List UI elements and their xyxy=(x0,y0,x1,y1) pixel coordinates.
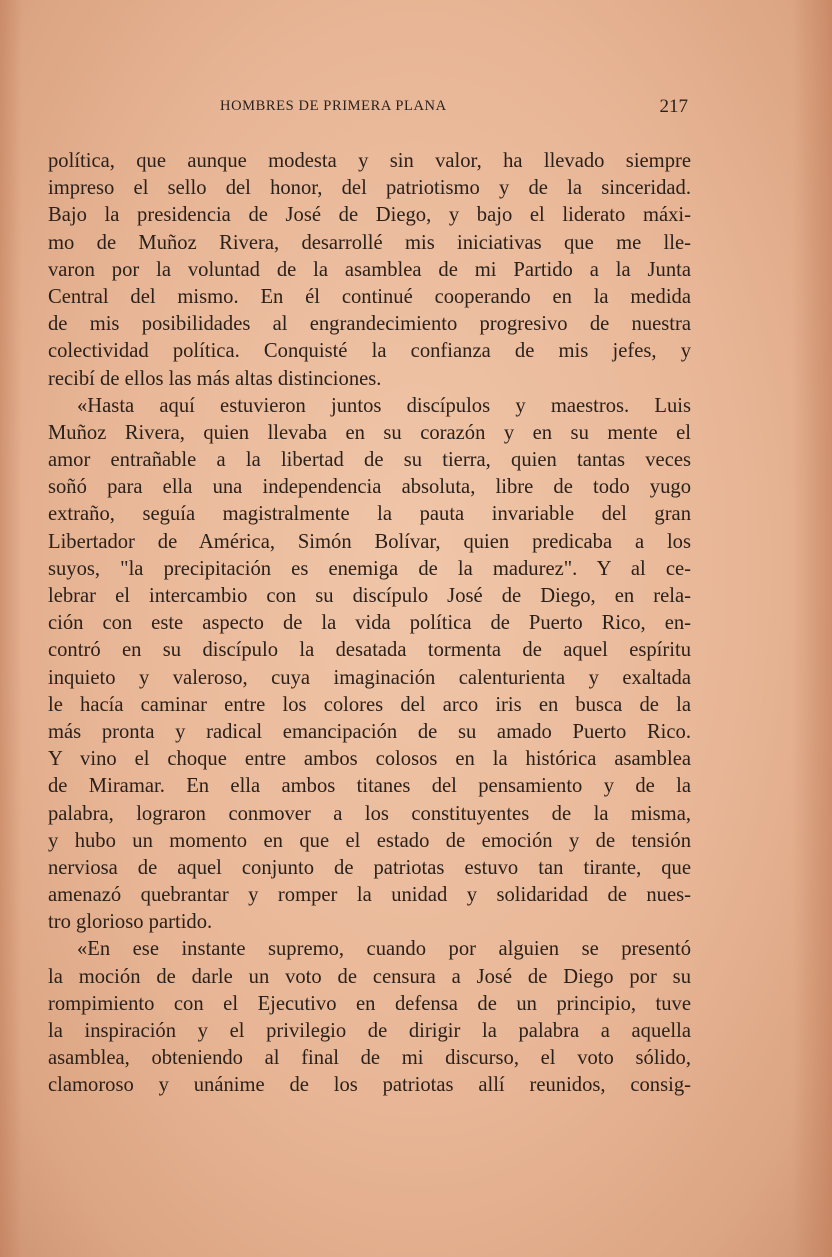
text-line: clamoroso y unánime de los patriotas allí reunidos, consig- xyxy=(48,1074,691,1097)
text-line: Muñoz Rivera, quien llevaba en su corazón y en su mente el xyxy=(48,421,691,444)
text-line: de Miramar. En ella ambos titanes del pensamiento y de la xyxy=(48,775,691,798)
running-title: HOMBRES DE PRIMERA PLANA xyxy=(220,98,447,114)
text-line: inquieto y valeroso, cuya imaginación calenturienta y exaltada xyxy=(48,666,691,689)
text-line: y hubo un momento en que el estado de emoción y de tensión xyxy=(48,829,691,852)
text-line: varon por la voluntad de la asamblea de mi Partido a la Junta xyxy=(48,258,691,281)
text-line: palabra, lograron conmover a los constituyentes de la misma, xyxy=(48,802,691,825)
text-line: lebrar el intercambio con su discípulo José de Diego, en rela- xyxy=(48,585,691,607)
text-line: Bajo la presidencia de José de Diego, y bajo el liderato máxi- xyxy=(48,204,691,227)
text-line: rompimiento con el Ejecutivo en defensa de un principio, tuve xyxy=(48,992,691,1015)
text-line: contró en su discípulo la desatada tormenta de aquel espíritu xyxy=(48,639,691,662)
text-line: más pronta y radical emancipación de su amado Puerto Rico. xyxy=(48,720,691,743)
page-gutter-shadow xyxy=(0,0,22,1257)
text-line: impreso el sello del honor, del patriotismo y de la sinceridad. xyxy=(48,177,691,200)
text-line: la moción de darle un voto de censura a José de Diego por su xyxy=(48,965,691,988)
page-number: 217 xyxy=(659,96,688,117)
text-line: Libertador de América, Simón Bolívar, quien predicaba a los xyxy=(48,530,691,553)
text-line: «En ese instante supremo, cuando por alguien se presentó xyxy=(77,938,691,961)
text-line: amenazó quebrantar y romper la unidad y solidaridad de nues- xyxy=(48,884,691,907)
body-text xyxy=(48,148,691,1100)
text-line: colectividad política. Conquisté la confianza de mis jefes, y xyxy=(48,340,691,363)
text-line: Central del mismo. En él continué cooperando en la medida xyxy=(48,285,691,308)
text-line: nerviosa de aquel conjunto de patriotas estuvo tan tirante, que xyxy=(48,856,691,879)
text-line: amor entrañable a la libertad de su tierra, quien tantas veces xyxy=(48,449,691,472)
text-line: le hacía caminar entre los colores del arco iris en busca de la xyxy=(48,693,691,716)
text-line: ción con este aspecto de la vida política de Puerto Rico, en- xyxy=(48,612,691,635)
text-line: tro glorioso partido. xyxy=(48,911,213,934)
text-line: de mis posibilidades al engrandecimiento progresivo de nuestra xyxy=(48,313,691,336)
text-line: soñó para ella una independencia absoluta, libre de todo yugo xyxy=(48,476,691,499)
page-edge-shadow xyxy=(792,0,832,1257)
text-line: asamblea, obteniendo al final de mi discurso, el voto sólido, xyxy=(48,1047,691,1070)
running-header xyxy=(48,96,688,120)
text-line: política, que aunque modesta y sin valor, ha llevado siempre xyxy=(48,150,691,172)
text-line: mo de Muñoz Rivera, desarrollé mis iniciativas que me lle- xyxy=(48,231,691,254)
text-line: suyos, "la precipitación es enemiga de la madurez". Y al ce- xyxy=(48,557,691,580)
text-line: Y vino el choque entre ambos colosos en la histórica asamblea xyxy=(48,748,691,771)
text-line: extraño, seguía magistralmente la pauta invariable del gran xyxy=(48,503,691,526)
text-line: recibí de ellos las más altas distinciones. xyxy=(48,367,382,390)
text-line: la inspiración y el privilegio de dirigir la palabra a aquella xyxy=(48,1020,691,1042)
text-line: «Hasta aquí estuvieron juntos discípulos y maestros. Luis xyxy=(77,394,691,417)
